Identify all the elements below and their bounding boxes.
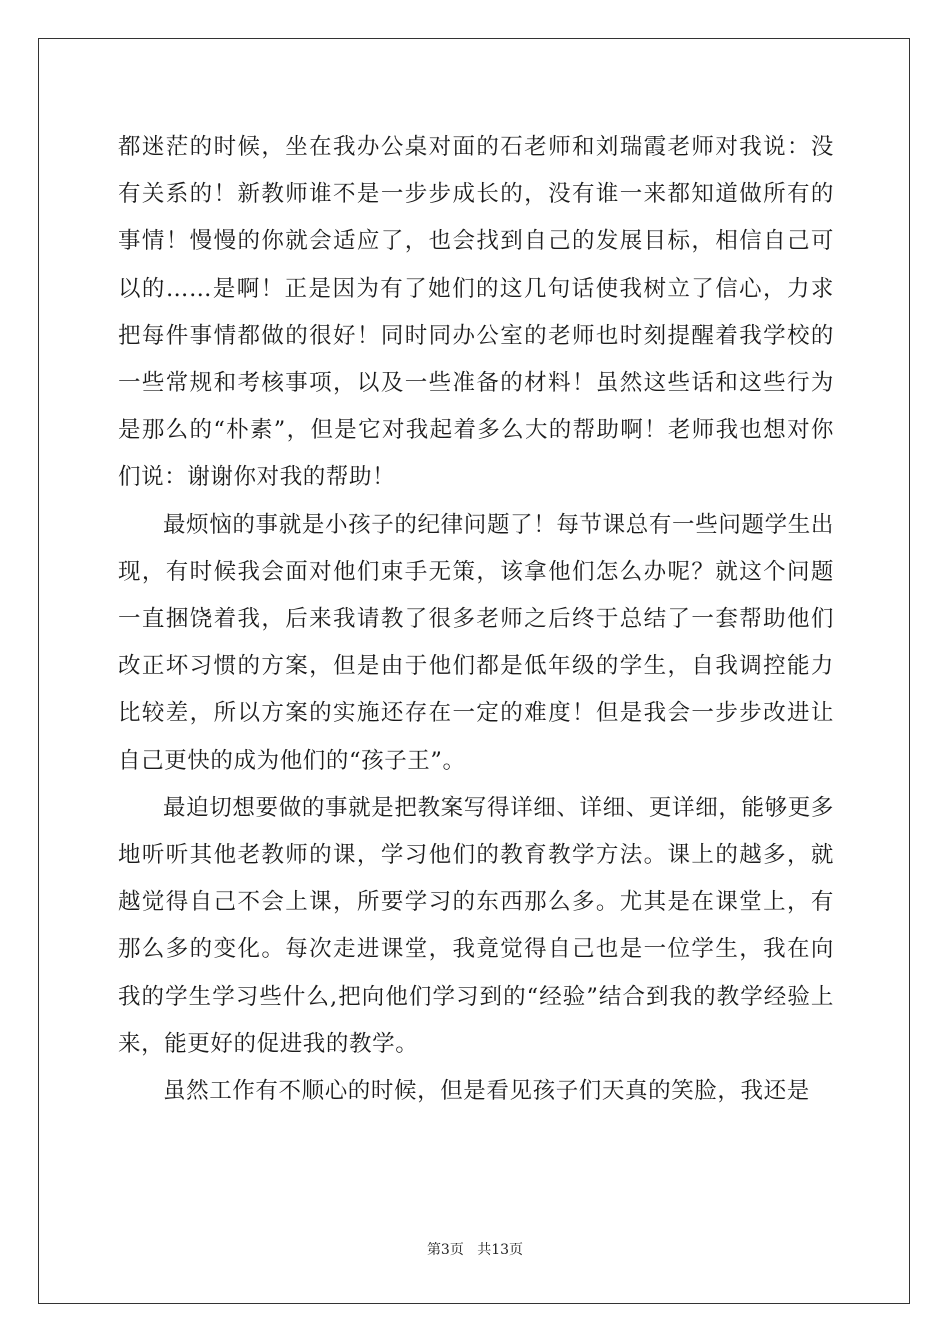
document-body xyxy=(118,124,834,1115)
paragraph-2: 最烦恼的事就是小孩子的纪律问题了！每节课总有一些问题学生出现，有时候我会面对他们束手无策，该拿他们怎么办呢？就这个问题一直捆饶着我，后来我请教了很多老师之后终于总结了一套帮助他们改正坏习惯的方案，但是由于他们都是低年级的学生，自我调控能力比较差，所以方案的实施还存在一定的难度！但是我会一步步改进让自己更快的成为他们的“孩子王”。 xyxy=(118,511,834,774)
paragraph-1: 都迷茫的时候，坐在我办公桌对面的石老师和刘瑞霞老师对我说：没有关系的！新教师谁不是一步步成长的，没有谁一来都知道做所有的事情！慢慢的你就会适应了，也会找到自己的发展目标，相信自己可以的……是啊！正是因为有了她们的这几句话使我树立了信心，力求把每件事情都做的很好！同时同办公室的老师也时刻提醒着我学校的一些常规和考核事项，以及一些准备的材料！虽然这些话和这些行为是那么的“朴素”，但是它对我起着多么大的帮助啊！老师我也想对你们说：谢谢你对我的帮助！ xyxy=(118,134,834,491)
page-total: 共13页 xyxy=(477,1242,524,1258)
page-footer xyxy=(0,1241,950,1259)
paragraph-4: 虽然工作有不顺心的时候，但是看见孩子们天真的笑脸，我还是 xyxy=(163,1078,810,1105)
paragraph-3: 最迫切想要做的事就是把教案写得详细、详细、更详细，能够更多地听听其他老教师的课，学习他们的教育教学方法。课上的越多，就越觉得自己不会上课，所要学习的东西那么多。尤其是在课堂上，有那么多的变化。每次走进课堂，我竟觉得自己也是一位学生，我在向我的学生学习些什么,把向他们学习到的“经验”结合到我的教学经验上来，能更好的促进我的教学。 xyxy=(118,794,834,1057)
page-number: 第3页 xyxy=(426,1242,464,1258)
